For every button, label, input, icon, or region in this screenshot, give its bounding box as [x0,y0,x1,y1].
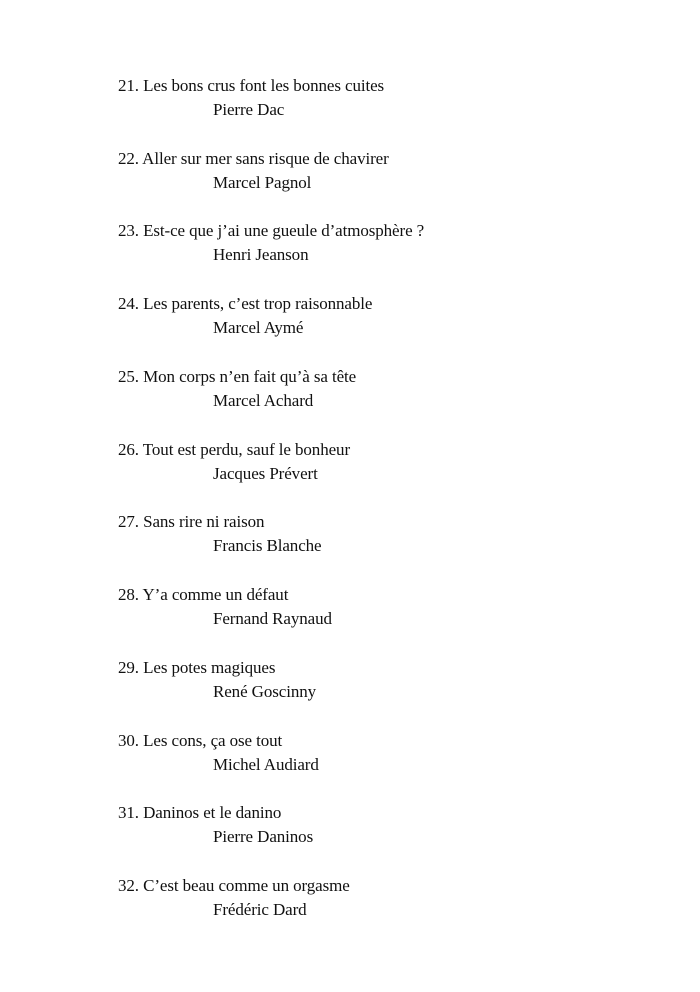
list-item [118,658,678,702]
entry-author: Francis Blanche [213,536,322,555]
entry-title-line [118,149,678,169]
entry-title-line [118,803,678,823]
entry-author: Marcel Pagnol [213,173,312,192]
entry-author: Michel Audiard [213,755,319,774]
entry-title: Aller sur mer sans risque de chavirer [142,149,389,168]
entry-title-line [118,585,678,605]
entry-title: Les potes magiques [143,658,276,677]
entry-title: Mon corps n’en fait qu’à sa tête [143,367,357,386]
list-item [118,585,678,629]
entry-number: 31. [118,803,139,822]
entry-number: 22. [118,149,139,168]
entry-title-line [118,876,678,896]
list-item [118,294,678,338]
entry-number: 26. [118,440,139,459]
list-item [118,76,678,120]
entry-title: Les bons crus font les bonnes cuites [143,76,385,95]
entry-author: Jacques Prévert [213,464,318,483]
entry-title-line [118,658,678,678]
entry-title-line [118,294,678,314]
entry-title-line [118,367,678,387]
entry-title: C’est beau comme un orgasme [143,876,350,895]
list-item [118,512,678,556]
entry-number: 23. [118,221,139,240]
list-item [118,149,678,193]
entry-number: 24. [118,294,139,313]
entry-number: 30. [118,731,139,750]
entry-title-line [118,512,678,532]
entry-number: 29. [118,658,139,677]
entry-number: 21. [118,76,139,95]
entry-author: Marcel Aymé [213,318,304,337]
entry-title: Daninos et le danino [143,803,282,822]
entry-number: 28. [118,585,139,604]
entry-title: Y’a comme un défaut [142,585,289,604]
entry-title-line [118,731,678,751]
entry-number: 27. [118,512,139,531]
entry-title: Les cons, ça ose tout [143,731,283,750]
list-item [118,221,678,265]
entry-author: René Goscinny [213,682,317,701]
entry-author: Marcel Achard [213,391,314,410]
entry-title: Tout est perdu, sauf le bonheur [142,440,351,459]
list-item [118,440,678,484]
list-item [118,803,678,847]
list-item [118,731,678,775]
entry-title-line [118,440,678,460]
entry-author: Frédéric Dard [213,900,307,919]
list-item [118,367,678,411]
entry-author: Pierre Daninos [213,827,314,846]
entry-number: 32. [118,876,139,895]
list-item [118,876,678,920]
entry-author: Fernand Raynaud [213,609,332,628]
entry-title-line [118,221,678,241]
entry-title: Sans rire ni raison [143,512,265,531]
entry-title-line [118,76,678,96]
entry-title: Les parents, c’est trop raisonnable [143,294,373,313]
entry-author: Pierre Dac [213,100,285,119]
entry-author: Henri Jeanson [213,245,309,264]
entry-title: Est-ce que j’ai une gueule d’atmosphère ? [143,221,425,240]
entry-number: 25. [118,367,139,386]
